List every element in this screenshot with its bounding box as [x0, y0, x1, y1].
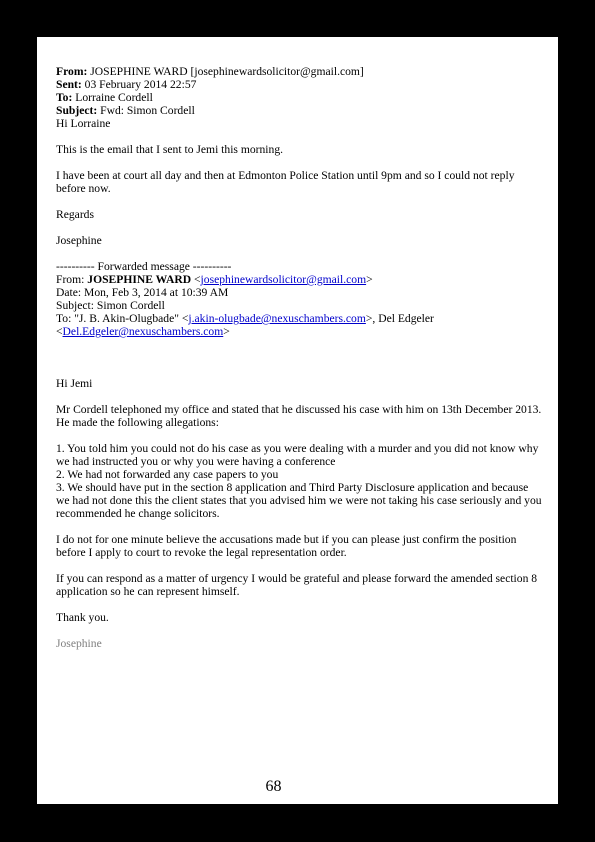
allegation-item-1: 1. You told him you could not do his case as you were dealing with a murder and you did not know why we had instructed you or why you were having a conference: [56, 442, 539, 468]
sender-name: Josephine: [56, 234, 102, 247]
header-subject-value: Fwd: Simon Cordell: [100, 104, 195, 117]
email-header: [56, 65, 542, 117]
forwarded-to-email-link-1[interactable]: j.akin-olugbade@nexuschambers.com: [188, 312, 366, 325]
message-paragraph-2: I do not for one minute believe the accusations made but if you can please just confirm the position before I apply to court to revoke the legal representation order.: [56, 533, 517, 559]
forwarded-from-close: >: [366, 273, 373, 286]
header-sent: [56, 78, 542, 91]
forwarded-divider: ---------- Forwarded message ----------: [56, 260, 232, 273]
forwarded-to-prefix: To: "J. B. Akin-Olugbade" <: [56, 312, 189, 325]
header-to-value: Lorraine Cordell: [75, 91, 153, 104]
forwarded-date: Date: Mon, Feb 3, 2014 at 10:39 AM: [56, 286, 229, 299]
signature-name: Josephine: [56, 637, 102, 650]
header-subject: [56, 104, 542, 117]
header-sent-label: Sent:: [56, 78, 82, 91]
regards-text: Regards: [56, 208, 94, 221]
forwarded-from-email-link[interactable]: josephinewardsolicitor@gmail.com: [200, 273, 367, 286]
header-sent-value: 03 February 2014 22:57: [84, 78, 197, 91]
forwarded-from-label: From:: [56, 273, 85, 286]
header-from-label: From:: [56, 65, 88, 78]
greeting-lorraine: Hi Lorraine: [56, 117, 111, 130]
message-paragraph-3: If you can respond as a matter of urgency I would be grateful and please forward the amended section 8 application so he can represent himself.: [56, 572, 538, 598]
forwarded-to-open-2: <: [56, 325, 63, 338]
header-to-label: To:: [56, 91, 73, 104]
header-from-value: JOSEPHINE WARD [josephinewardsolicitor@gmail.com]: [90, 65, 364, 78]
allegation-item-3: 3. We should have put in the section 8 application and Third Party Disclosure application and because we had not done this the client states that you advised him we were not taking his case seriously and you recommended he change solicitors.: [56, 481, 542, 520]
forwarded-from-open: <: [194, 273, 201, 286]
document-page: [37, 37, 558, 804]
header-from: [56, 65, 542, 78]
thank-you-text: Thank you.: [56, 611, 109, 624]
page-number: 68: [265, 778, 282, 795]
greeting-jemi: Hi Jemi: [56, 377, 93, 390]
forwarded-to: [56, 312, 542, 338]
forwarded-from: [56, 273, 542, 286]
message-paragraph-1: Mr Cordell telephoned my office and stated that he discussed his case with him on 13th December 2013. He made the following allegations:: [56, 403, 542, 429]
body-paragraph-1: This is the email that I sent to Jemi this morning.: [56, 143, 284, 156]
forwarded-header: [56, 260, 542, 338]
header-subject-label: Subject:: [56, 104, 98, 117]
body-paragraph-2: I have been at court all day and then at Edmonton Police Station until 9pm and so I could not reply before now.: [56, 169, 515, 195]
header-to: [56, 91, 542, 104]
forwarded-to-email-link-2[interactable]: Del.Edgeler@nexuschambers.com: [62, 325, 224, 338]
forwarded-from-name: JOSEPHINE WARD: [87, 273, 192, 286]
email-content: [56, 65, 542, 663]
forwarded-to-mid: >, Del Edgeler: [365, 312, 434, 325]
forwarded-to-close-2: >: [223, 325, 230, 338]
forwarded-subject: Subject: Simon Cordell: [56, 299, 165, 312]
allegations-list: [56, 442, 542, 520]
allegation-item-2: 2. We had not forwarded any case papers to you: [56, 468, 279, 481]
